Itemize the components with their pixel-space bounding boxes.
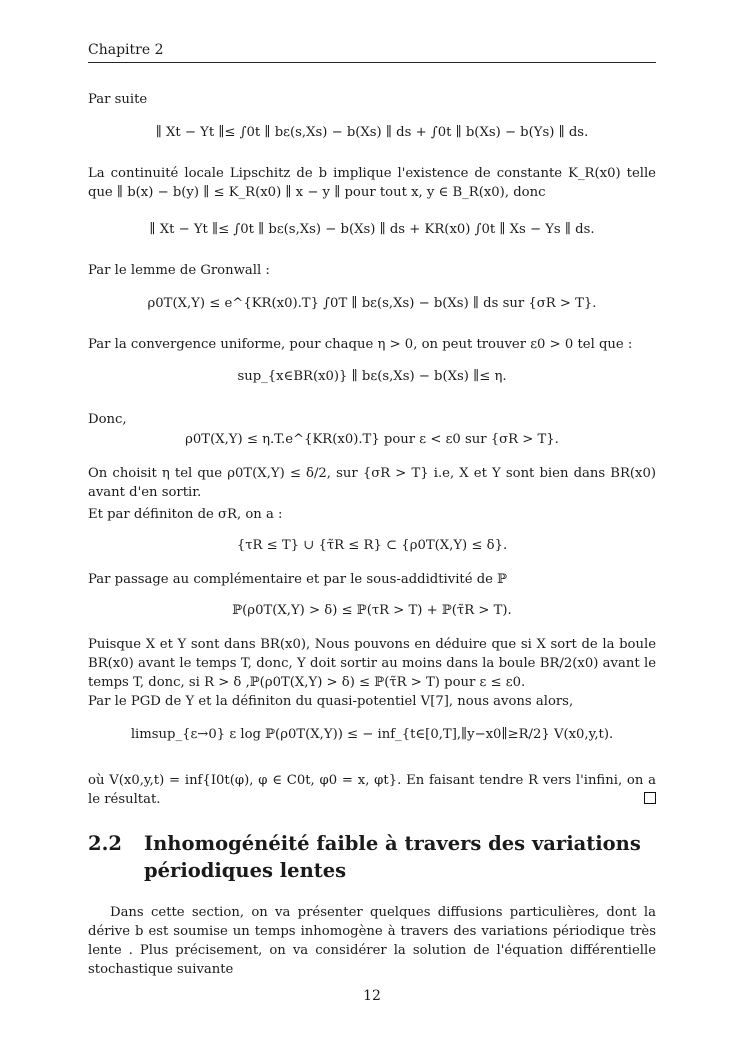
- citation-paragraph-text: Par le PGD de Y et la définiton du quasi-potentiel V[7], nous avons alors,: [88, 694, 574, 709]
- paragraph: On choisit η tel que ρ0T(X,Y) ≤ δ/2, sur {σR > T} i.e, X et Y sont bien dans BR(x0) avant d'en sortir.: [88, 466, 656, 500]
- section-intro: Dans cette section, on va présenter quelques diffusions particulières, dont la dérive b est soumise un temps inhomogène à travers des variations périodique très lente . Plus précisement, on va considérer la solution de l'équation différentielle stochastique suivante: [88, 905, 656, 977]
- equation-8: limsup_{ε→0} ε log ℙ(ρ0T(X,Y)) ≤ − inf_{t∈[0,T],∥y−x0∥≥R/2} V(x0,y,t).: [130, 727, 614, 742]
- paragraph: où V(x0,y,t) = inf{I0t(φ), φ ∈ C0t, φ0 = x, φt}. En faisant tendre R vers l'infini, on a le résultat.: [88, 773, 656, 807]
- paragraph: Donc,: [88, 412, 127, 427]
- paragraph: Par le lemme de Gronwall :: [88, 263, 270, 278]
- paragraph: Puisque X et Y sont dans BR(x0), Nous pouvons en déduire que si X sort de la boule BR(x0) avant le temps T, donc, Y doit sortir au moins dans la boule BR/2(x0) avant le temps T, donc, si R > δ ,ℙ(ρ0T(X,Y) > δ) ≤ ℙ(τ̃R > T) pour ε ≤ ε0.: [88, 637, 656, 690]
- paragraph: Par passage au complémentaire et par le sous-addidtivité de ℙ: [88, 572, 508, 587]
- equation-1: ∥ Xt − Yt ∥≤ ∫0t ∥ bε(s,Xs) − b(Xs) ∥ ds + ∫0t ∥ b(Xs) − b(Ys) ∥ ds.: [155, 125, 589, 140]
- equation-4: sup_{x∈BR(x0)} ∥ bε(s,Xs) − b(Xs) ∥≤ η.: [237, 369, 507, 384]
- equation-6: {τR ≤ T} ∪ {τ̃R ≤ R} ⊂ {ρ0T(X,Y) ≤ δ}.: [236, 538, 508, 553]
- paragraph: La continuité locale Lipschitz de b implique l'existence de constante K_R(x0) telle que ∥ b(x) − b(y) ∥ ≤ K_R(x0) ∥ x − y ∥ pour tout x, y ∈ B_R(x0), donc: [88, 166, 656, 200]
- section-title: Inhomogénéité faible à travers des variations périodiques lentes: [144, 832, 641, 882]
- paragraph: Par la convergence uniforme, pour chaque η > 0, on peut trouver ε0 > 0 tel que :: [88, 337, 633, 352]
- paragraph-citation: [88, 692, 656, 711]
- paragraph: Par suite: [88, 92, 148, 107]
- equation-5: ρ0T(X,Y) ≤ η.T.e^{KR(x0).T} pour ε < ε0 sur {σR > T}.: [185, 432, 559, 447]
- qed-square-icon: [644, 792, 656, 804]
- section-number: 2.2: [88, 832, 122, 855]
- paragraph: Et par définiton de σR, on a :: [88, 507, 283, 522]
- running-header: Chapitre 2: [88, 42, 656, 63]
- section-heading: [88, 830, 656, 884]
- page-number: 12: [363, 988, 381, 1004]
- equation-2: ∥ Xt − Yt ∥≤ ∫0t ∥ bε(s,Xs) − b(Xs) ∥ ds + KR(x0) ∫0t ∥ Xs − Ys ∥ ds.: [149, 222, 595, 237]
- equation-3: ρ0T(X,Y) ≤ e^{KR(x0).T} ∫0T ∥ bε(s,Xs) − b(Xs) ∥ ds sur {σR > T}.: [147, 296, 597, 311]
- equation-7: ℙ(ρ0T(X,Y) > δ) ≤ ℙ(τR > T) + ℙ(τ̃R > T).: [232, 603, 512, 618]
